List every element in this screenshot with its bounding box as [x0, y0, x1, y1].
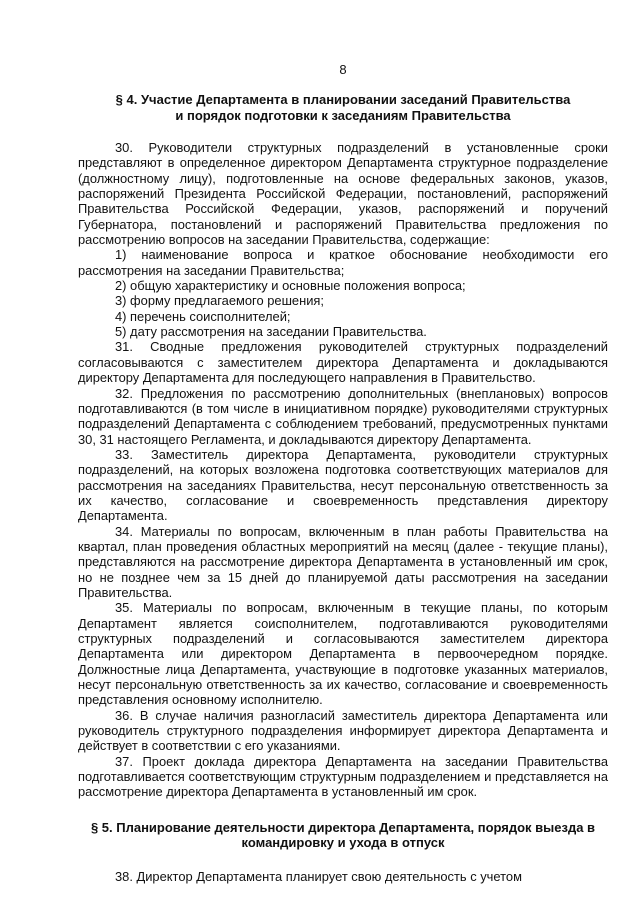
- paragraph-31: 31. Сводные предложения руководителей структурных подразделений согласовываются с заместителем директора Департамента и докладываются директору Департамента для последующего направления в Правительство.: [78, 339, 608, 386]
- list-item-1: 1) наименование вопроса и краткое обоснование необходимости его рассмотрения на заседании Правительства;: [78, 247, 608, 278]
- section-5-heading-line-2: командировку и ухода в отпуск: [241, 835, 445, 851]
- section-5-heading: [78, 820, 608, 851]
- list-item-5: 5) дату рассмотрения на заседании Правительства.: [115, 324, 427, 340]
- list-item-2: 2) общую характеристику и основные положения вопроса;: [115, 278, 466, 294]
- document-page: [78, 62, 608, 884]
- paragraph-32: 32. Предложения по рассмотрению дополнительных (внеплановых) вопросов подготавливаются (в том числе в инициативном порядке) руководителями структурных подразделений Департамента с соблюдением требований, предусмотренных пунктами 30, 31 настоящего Регламента, и докладываются директору Департамента.: [78, 385, 608, 447]
- paragraph-36: 36. В случае наличия разногласий заместитель директора Департамента или руководитель структурного подразделения информирует директора Департамента и действует в соответствии с его указаниями.: [78, 707, 608, 754]
- paragraph-35: 35. Материалы по вопросам, включенным в текущие планы, по которым Департамент является соисполнителем, подготавливаются руководителями структурных подразделений и согласовываются заместителем директора Департамента или директором Департамента в первоочередном порядке. Должностные лица Департамента, участвующие в подготовке указанных материалов, несут персональную ответственность за их качество, согласование и своевременность представления основному исполнителю.: [78, 600, 608, 708]
- section-4-heading: [78, 92, 608, 123]
- paragraph-38: 38. Директор Департамента планирует свою деятельность с учетом: [115, 868, 522, 884]
- section-4-heading-line-1: § 4. Участие Департамента в планировании заседаний Правительства: [115, 92, 571, 107]
- page-number: 8: [339, 62, 347, 77]
- paragraph-33: 33. Заместитель директора Департамента, руководители структурных подразделений, на которых возложена подготовка соответствующих материалов для рассмотрения на заседаниях Правительства, несут персональную ответственность за их качество, согласование и своевременность представления директору Департамента.: [78, 446, 608, 524]
- list-item-3: 3) форму предлагаемого решения;: [115, 293, 324, 309]
- paragraph-34: 34. Материалы по вопросам, включенным в план работы Правительства на квартал, план проведения областных мероприятий на месяц (далее - текущие планы), представляются на рассмотрение директора Департамента в установленный им срок, но не позднее чем за 15 дней до планируемой даты рассмотрения на заседании Правительства.: [78, 523, 608, 600]
- paragraph-37: 37. Проект доклада директора Департамента на заседании Правительства подготавливается соответствующим структурным подразделением и представляется на рассмотрение директора Департамента в установленный им срок.: [78, 753, 608, 800]
- section-5-heading-line-1: § 5. Планирование деятельности директора Департамента, порядок выезда в: [90, 819, 596, 835]
- paragraph-30: 30. Руководители структурных подразделений в установленные сроки представляют в определенное директором Департамента структурное подразделение (должностному лицу), подготовленные на основе федеральных законов, указов, распоряжений Президента Российской Федерации, постановлений, распоряжений Правительства Российской Федерации, указов, распоряжений и поручений Губернатора, постановлений и распоряжений Правительства предложения по рассмотрению вопросов на заседании Правительства, содержащие:: [78, 140, 608, 248]
- section-4-heading-line-2: и порядок подготовки к заседаниям Правительства: [175, 107, 511, 123]
- list-item-4: 4) перечень соисполнителей;: [115, 308, 291, 324]
